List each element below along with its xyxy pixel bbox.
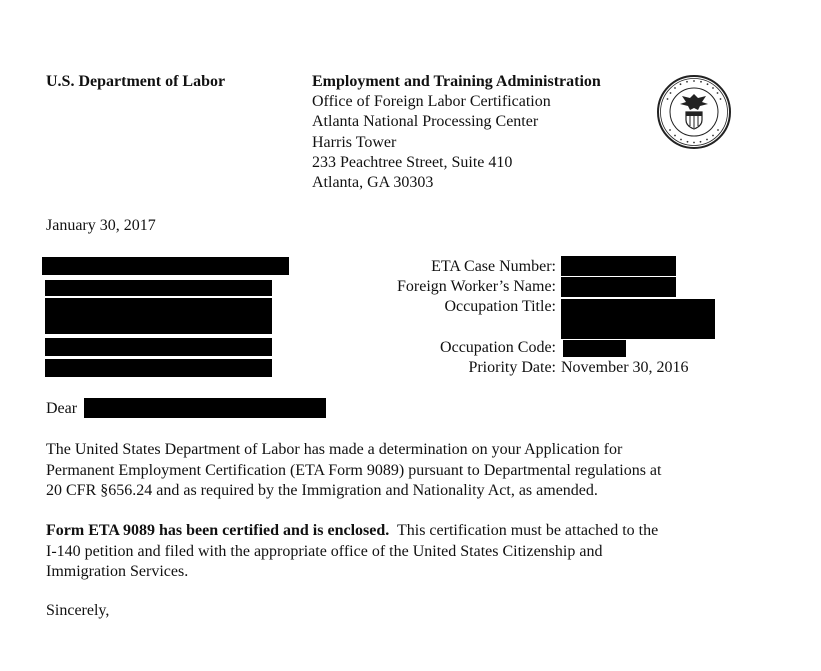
- paragraph-line: This certification must be attached to the: [396, 522, 659, 539]
- department-of-labor-seal-icon: [656, 74, 732, 150]
- body-paragraph-2: [46, 521, 658, 583]
- priority-date-value: November 30, 2016: [561, 359, 689, 376]
- occupation-title-label: Occupation Title:: [444, 298, 556, 315]
- foreign-worker-name-label: Foreign Worker’s Name:: [397, 278, 556, 295]
- salutation: Dear: [46, 400, 78, 417]
- eta-case-number-label: ETA Case Number:: [431, 258, 556, 275]
- address-line: Office of Foreign Labor Certification: [312, 93, 551, 111]
- redacted-occupation-code: [563, 340, 626, 357]
- address-line: Atlanta, GA 30303: [312, 174, 434, 192]
- redacted-recipient-line: [45, 338, 272, 356]
- agency-address-block: [312, 72, 601, 193]
- occupation-code-label: Occupation Code:: [440, 339, 556, 356]
- redacted-occupation-title: [561, 299, 715, 339]
- priority-date-label: Priority Date:: [468, 359, 556, 376]
- letter-date: January 30, 2017: [46, 217, 156, 234]
- redacted-foreign-worker-name: [561, 277, 676, 297]
- paragraph-line: I-140 petition and filed with the appropriate office of the United States Citizenship and: [46, 542, 603, 560]
- paragraph-line: The United States Department of Labor has made a determination on your Application for: [46, 441, 623, 458]
- redacted-recipient-name: [42, 257, 289, 275]
- department-name: U.S. Department of Labor: [46, 73, 226, 90]
- address-line: Atlanta National Processing Center: [312, 113, 539, 131]
- certified-statement: Form ETA 9089 has been certified and is enclosed.: [46, 522, 390, 539]
- address-line: 233 Peachtree Street, Suite 410: [312, 153, 513, 171]
- closing: Sincerely,: [46, 602, 110, 619]
- redacted-recipient-line: [45, 298, 272, 334]
- redacted-eta-case-number: [561, 256, 676, 276]
- paragraph-line: Permanent Employment Certification (ETA Form 9089) pursuant to Departmental regulations at: [46, 461, 662, 479]
- address-line: Harris Tower: [312, 133, 397, 151]
- redacted-recipient-line: [45, 359, 272, 377]
- agency-name: Employment and Training Administration: [312, 73, 601, 90]
- redacted-addressee: [84, 398, 326, 418]
- redacted-recipient-line: [45, 280, 272, 296]
- paragraph-line: Immigration Services.: [46, 563, 189, 580]
- paragraph-line: 20 CFR §656.24 and as required by the Immigration and Nationality Act, as amended.: [46, 482, 598, 499]
- body-paragraph-1: [46, 440, 661, 502]
